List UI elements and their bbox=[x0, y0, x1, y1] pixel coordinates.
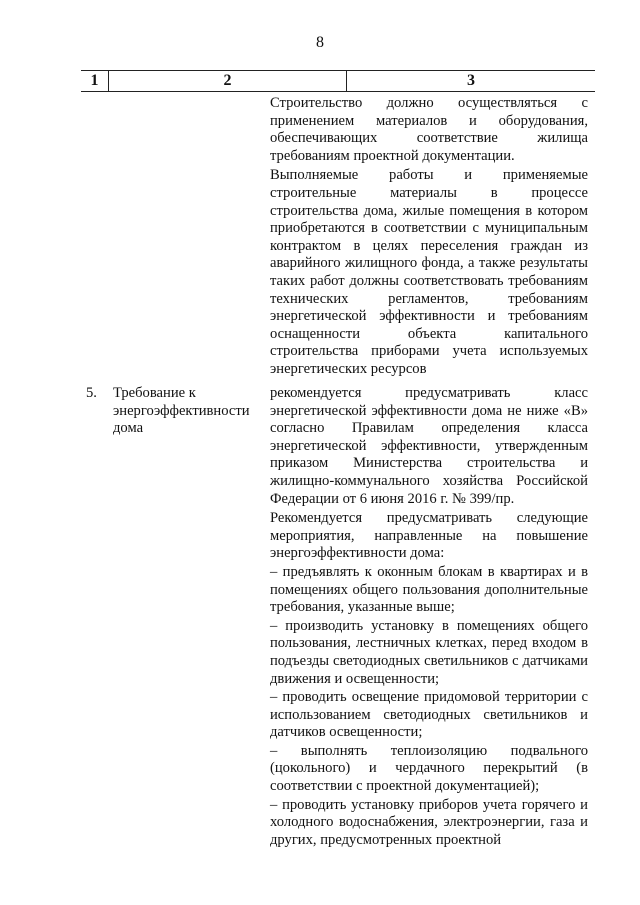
page-number: 8 bbox=[316, 34, 324, 51]
header-col-1: 1 bbox=[90, 72, 99, 89]
requirement-description bbox=[270, 385, 588, 850]
requirement-name: Требование к энергоэффективности дома bbox=[113, 385, 250, 437]
description-paragraph: Рекомендуется предусматривать следующие мероприятия, направленные на повышение энергоэффективности дома: bbox=[270, 510, 588, 562]
table-header bbox=[81, 70, 595, 92]
description-list-item: – проводить установку приборов учета горячего и холодного водоснабжения, электроэнергии, газа и других, предусмотренных проектной bbox=[270, 796, 588, 848]
header-col-3: 3 bbox=[467, 72, 475, 89]
description-list-item: – предъявлять к оконным блокам в квартирах и в помещениях общего пользования дополнительные требования, указанные выше; bbox=[270, 563, 588, 616]
description-paragraph: рекомендуется предусматривать класс энергетической эффективности дома не ниже «В» согласно Правилам определения класса энергетической эффективности, утвержденным приказом Министерства строительства и жилищно-коммунального хозяйства Российской Федерации от 6 июня 2016 г. № 399/пр. bbox=[270, 385, 588, 507]
description-list-item: – выполнять теплоизоляцию подвального (цокольного) и чердачного перекрытий (в соответствии с проектной документацией); bbox=[270, 742, 588, 795]
description-list-item: – проводить освещение придомовой территории с использованием светодиодных светильников и датчиков освещенности; bbox=[270, 689, 588, 741]
continuation-paragraph: Строительство должно осуществляться с применением материалов и оборудования, обеспечивающих соответствие жилища требованиям проектной документации. bbox=[270, 95, 588, 164]
continuation-paragraph: Выполняемые работы и применяемые строительные материалы в процессе строительства дома, жилые помещения в котором приобретаются в соответствии с муниципальным контрактом в целях переселения граждан из аварийного жилищного фонда, а также результаты таких работ должны соответствовать требованиям технических регламентов, требованиям энергетической эффективности и требованиям оснащенности объекта капитального строительства приборами учета используемых энергетических ресурсов bbox=[270, 167, 588, 377]
description-list-item: – производить установку в помещениях общего пользования, лестничных клетках, перед входом в подъезды светодиодных светильников с датчиками движения и освещенности; bbox=[270, 617, 588, 687]
row-number: 5. bbox=[86, 385, 97, 401]
continuation-cell bbox=[270, 95, 588, 380]
header-col-2: 2 bbox=[223, 72, 232, 89]
